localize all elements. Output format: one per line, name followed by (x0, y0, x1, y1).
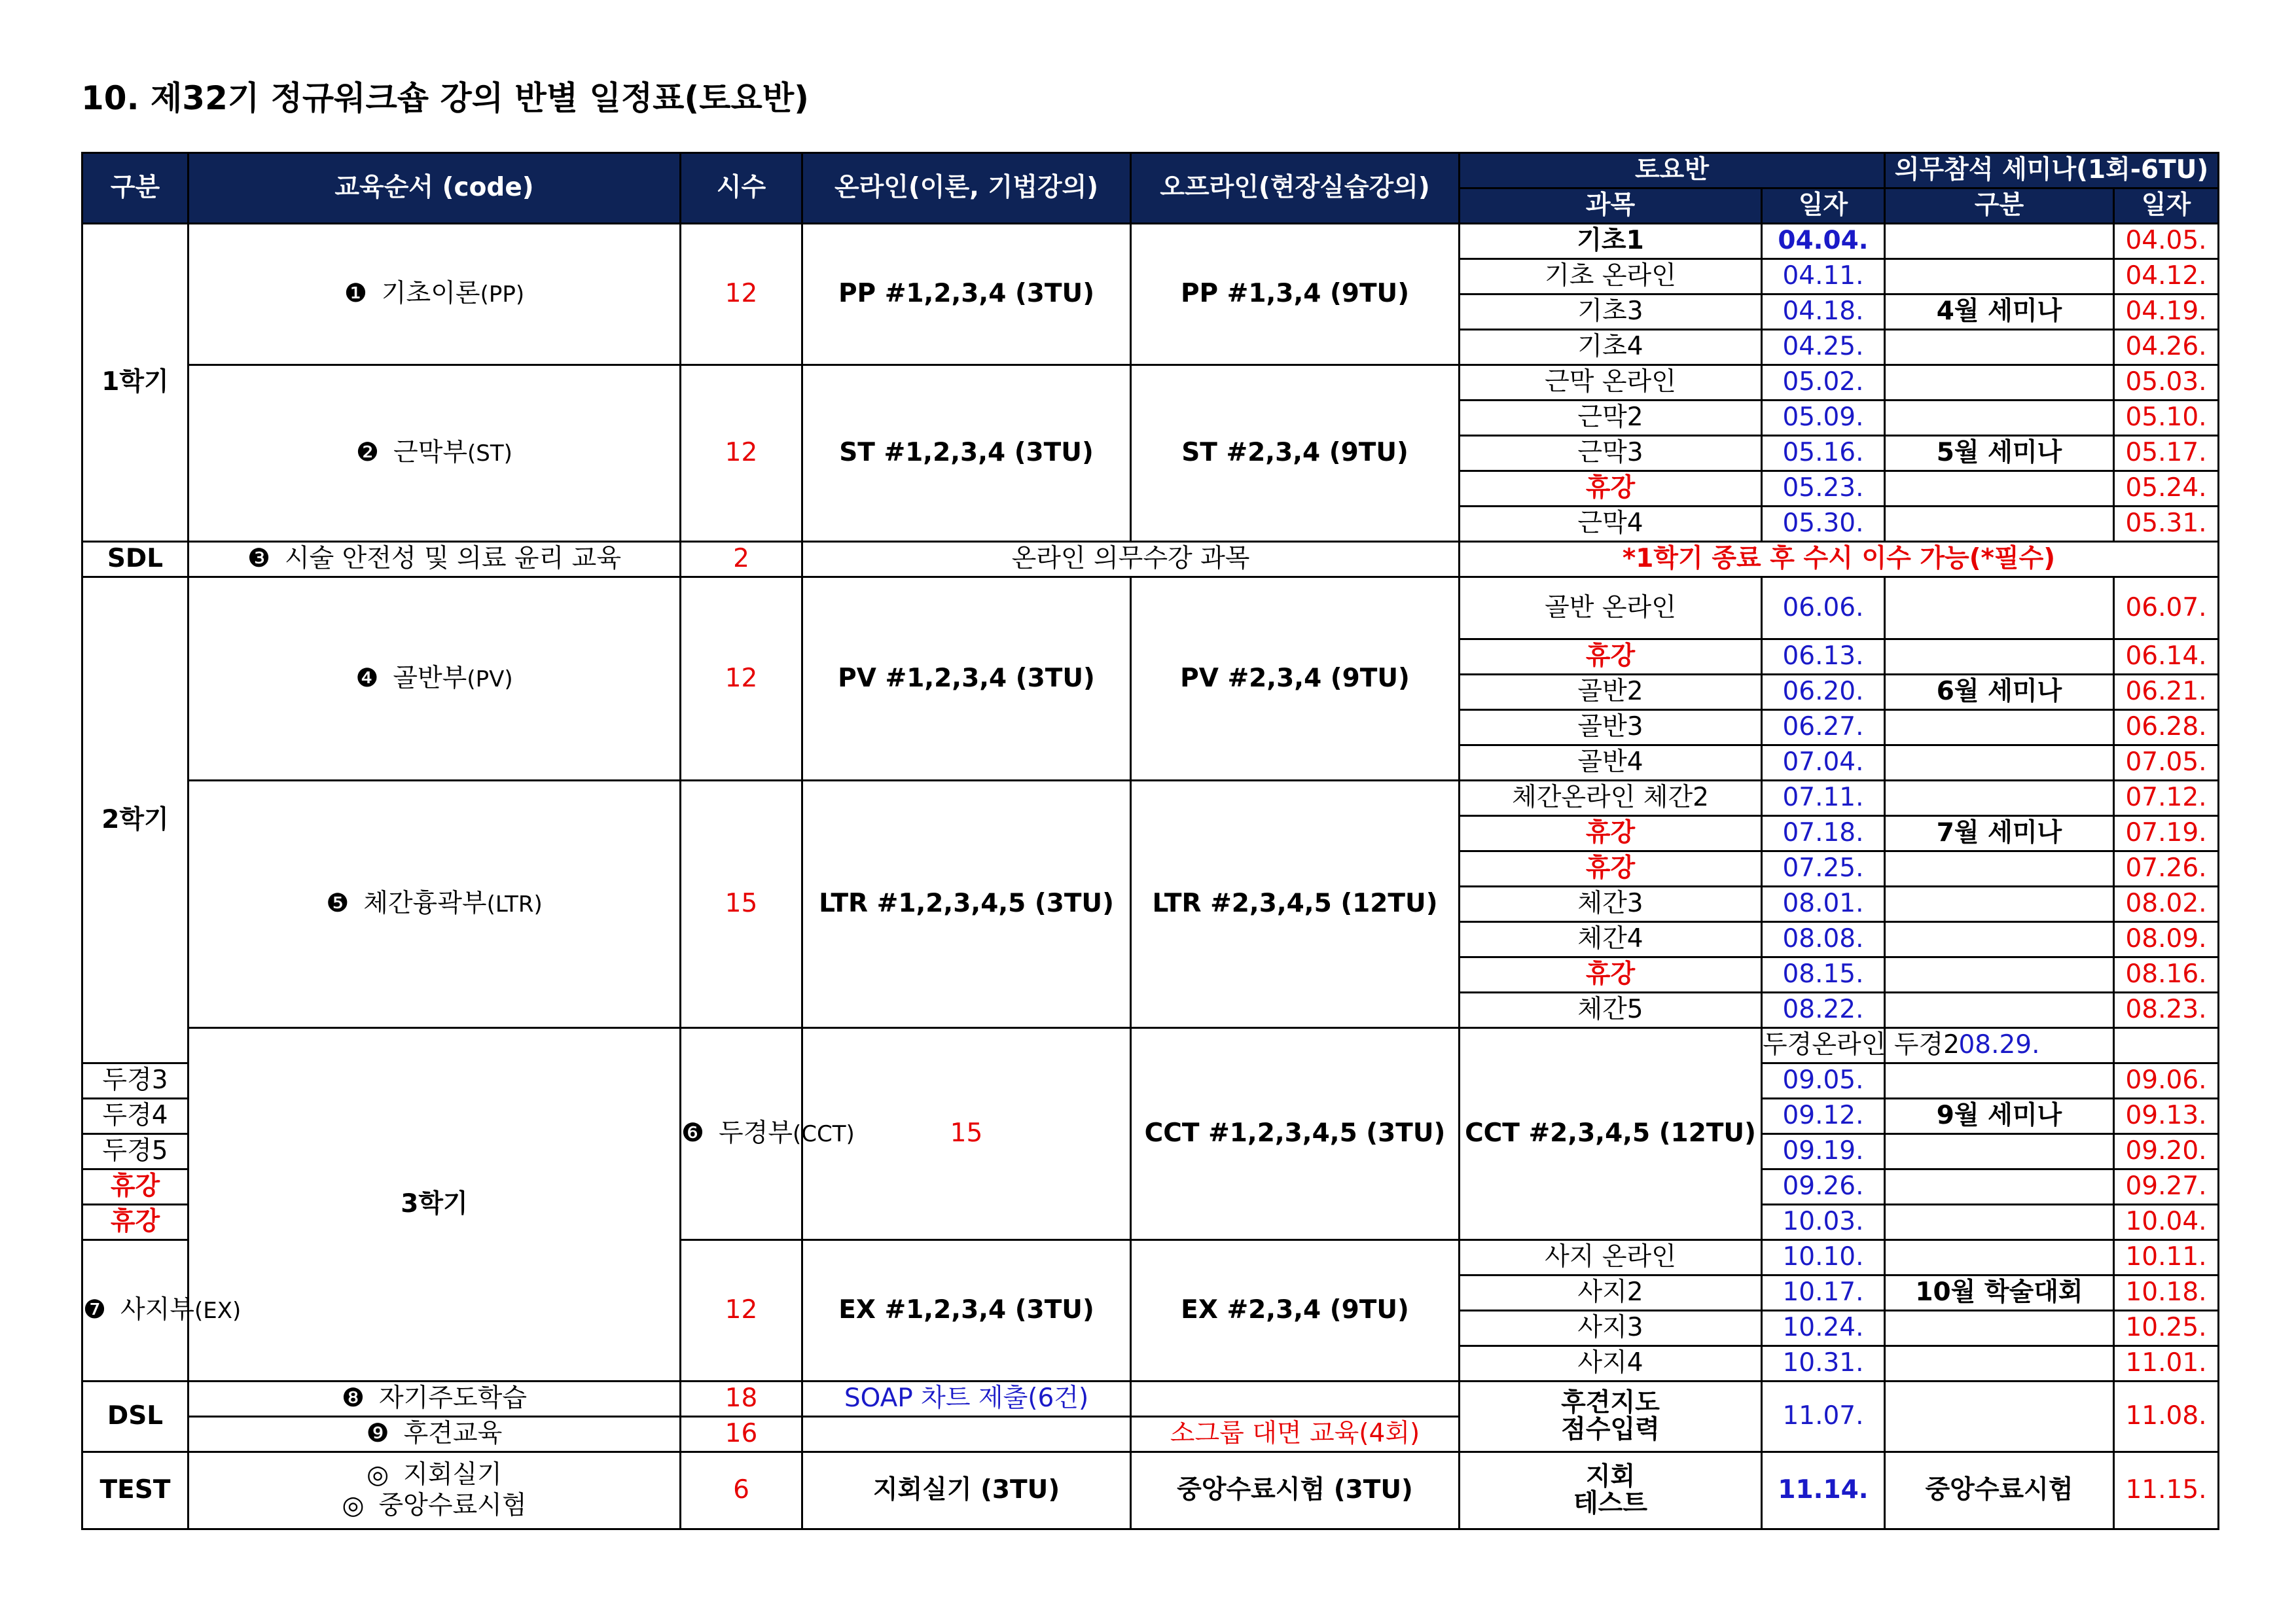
course-hours: 2 (681, 542, 802, 577)
session-date: 04.18. (1762, 294, 1885, 330)
session-subject: 골반2 (1460, 675, 1762, 710)
seminar-label (1885, 639, 2114, 675)
seminar-date: 07.05. (2114, 745, 2219, 781)
seminar-label: 7월 세미나 (1885, 816, 2114, 851)
seminar-label (1885, 887, 2114, 922)
header-hours: 시수 (681, 153, 802, 224)
seminar-date: 11.08. (2114, 1382, 2219, 1452)
course-offline: LTR #2,3,4,5 (12TU) (1131, 781, 1460, 1028)
seminar-label (1885, 851, 2114, 887)
course-cell: ❷ 근막부(ST) (188, 365, 681, 542)
session-subject: 기초4 (1460, 330, 1762, 365)
course-cell: ❸ 시술 안전성 및 의료 윤리 교육 (188, 542, 681, 577)
session-subject: 휴강 (1460, 471, 1762, 507)
seminar-label (1885, 1205, 2114, 1240)
course-online: PP #1,2,3,4 (3TU) (802, 224, 1131, 365)
session-subject: 휴강 (1460, 957, 1762, 993)
session-subject: 후견지도 점수입력 (1460, 1382, 1762, 1452)
course-offline: PV #2,3,4 (9TU) (1131, 577, 1460, 781)
course-offline (1131, 1382, 1460, 1417)
seminar-date: 11.01. (2114, 1346, 2219, 1382)
session-subject: 사지3 (1460, 1311, 1762, 1346)
session-subject: 근막4 (1460, 507, 1762, 542)
session-date: 06.20. (1762, 675, 1885, 710)
seminar-label (1885, 507, 2114, 542)
session-subject: 체간4 (1460, 922, 1762, 957)
header-gubun: 구분 (82, 153, 188, 224)
session-date: 05.30. (1762, 507, 1885, 542)
page-title: 10. 제32기 정규워크숍 강의 반별 일정표(토요반) (81, 79, 809, 117)
session-date: 07.11. (1762, 781, 1885, 816)
session-subject: 휴강 (1460, 816, 1762, 851)
seminar-label: 9월 세미나 (1885, 1099, 2114, 1134)
session-date: 08.01. (1762, 887, 1885, 922)
session-date: 05.16. (1762, 436, 1885, 471)
course-online (802, 1417, 1131, 1452)
seminar-label (1885, 401, 2114, 436)
semester-label: TEST (82, 1452, 188, 1529)
session-subject: 두경3 (82, 1063, 188, 1099)
seminar-date: 06.21. (2114, 675, 2219, 710)
course-online: LTR #1,2,3,4,5 (3TU) (802, 781, 1131, 1028)
session-subject: 기초3 (1460, 294, 1762, 330)
session-date: 09.26. (1762, 1169, 1885, 1205)
seminar-label (1885, 957, 2114, 993)
course-online: PV #1,2,3,4 (3TU) (802, 577, 1131, 781)
course-cell: ❽ 자기주도학습 (188, 1382, 681, 1417)
seminar-label (1885, 330, 2114, 365)
session-subject: 기초 온라인 (1460, 259, 1762, 294)
seminar-label (1885, 259, 2114, 294)
seminar-date: 10.04. (2114, 1205, 2219, 1240)
course-online: ST #1,2,3,4 (3TU) (802, 365, 1131, 542)
seminar-label (1885, 993, 2114, 1028)
course-online: EX #1,2,3,4 (3TU) (802, 1240, 1131, 1382)
seminar-label (1885, 471, 2114, 507)
course-offline: 소그룹 대면 교육(4회) (1131, 1417, 1460, 1452)
course-online: CCT #1,2,3,4,5 (3TU) (1131, 1028, 1460, 1240)
session-date: 05.09. (1762, 401, 1885, 436)
course-hours: 18 (681, 1382, 802, 1417)
course-offline: 중앙수료시험 (3TU) (1131, 1452, 1460, 1529)
course-hours: 15 (681, 781, 802, 1028)
seminar-label: 6월 세미나 (1885, 675, 2114, 710)
session-subject: 체간온라인 체간2 (1460, 781, 1762, 816)
session-subject: 휴강 (1460, 639, 1762, 675)
seminar-date: 06.28. (2114, 710, 2219, 745)
seminar-date: 08.23. (2114, 993, 2219, 1028)
test-item: ◎ 중앙수료시험 (342, 1490, 527, 1520)
seminar-label (1885, 1346, 2114, 1382)
session-subject: 기초1 (1460, 224, 1762, 259)
course-cell (188, 1452, 681, 1529)
header-offline: 오프라인(현장실습강의) (1131, 153, 1460, 224)
seminar-date: 08.09. (2114, 922, 2219, 957)
session-subject: 두경5 (82, 1134, 188, 1169)
seminar-label (1885, 710, 2114, 745)
session-subject: 사지4 (1460, 1346, 1762, 1382)
seminar-label (1885, 577, 2114, 639)
session-date: 08.08. (1762, 922, 1885, 957)
seminar-label: 5월 세미나 (1885, 436, 2114, 471)
seminar-date: 09.27. (2114, 1169, 2219, 1205)
session-date: 07.25. (1762, 851, 1885, 887)
session-date: 10.10. (1762, 1240, 1885, 1275)
session-date: 05.02. (1762, 365, 1885, 401)
seminar-label (1885, 224, 2114, 259)
seminar-date: 05.17. (2114, 436, 2219, 471)
course-offline: CCT #2,3,4,5 (12TU) (1460, 1028, 1762, 1240)
session-subject: 체간3 (1460, 887, 1762, 922)
session-date: 11.07. (1762, 1382, 1885, 1452)
seminar-label (2114, 1028, 2219, 1063)
seminar-date: 10.11. (2114, 1240, 2219, 1275)
semester-label: SDL (82, 542, 188, 577)
session-date: 10.24. (1762, 1311, 1885, 1346)
session-date: 07.04. (1762, 745, 1885, 781)
seminar-date: 06.14. (2114, 639, 2219, 675)
seminar-date: 05.24. (2114, 471, 2219, 507)
session-subject: 근막2 (1460, 401, 1762, 436)
semester-label: 2학기 (82, 577, 188, 1063)
seminar-date: 07.12. (2114, 781, 2219, 816)
course-offline: EX #2,3,4 (9TU) (1131, 1240, 1460, 1382)
course-cell: ❶ 기초이론(PP) (188, 224, 681, 365)
session-subject: 사지 온라인 (1460, 1240, 1762, 1275)
session-date: 10.31. (1762, 1346, 1885, 1382)
seminar-date: 10.25. (2114, 1311, 2219, 1346)
course-hours: 12 (681, 365, 802, 542)
seminar-date: 05.31. (2114, 507, 2219, 542)
course-offline: PP #1,3,4 (9TU) (1131, 224, 1460, 365)
session-subject: 두경4 (82, 1099, 188, 1134)
seminar-label (1885, 365, 2114, 401)
course-online: SOAP 차트 제출(6건) (802, 1382, 1131, 1417)
header-date: 일자 (1762, 188, 1885, 224)
header-seminar: 의무참석 세미나(1회-6TU) (1885, 153, 2219, 188)
seminar-date: 08.02. (2114, 887, 2219, 922)
session-subject: 휴강 (82, 1205, 188, 1240)
session-date: 05.23. (1762, 471, 1885, 507)
seminar-date: 09.20. (2114, 1134, 2219, 1169)
session-subject: 근막 온라인 (1460, 365, 1762, 401)
session-date: 06.13. (1762, 639, 1885, 675)
seminar-date: 08.16. (2114, 957, 2219, 993)
seminar-date: 09.06. (2114, 1063, 2219, 1099)
course-cell: ❻ 두경부(CCT) (681, 1028, 802, 1240)
semester-label: DSL (82, 1382, 188, 1452)
header-online: 온라인(이론, 기법강의) (802, 153, 1131, 224)
seminar-date: 05.10. (2114, 401, 2219, 436)
session-date: 09.05. (1762, 1063, 1885, 1099)
test-item: ◎ 지회실기 (367, 1459, 502, 1489)
session-date: 10.17. (1762, 1275, 1885, 1311)
seminar-date: 04.26. (2114, 330, 2219, 365)
seminar-label (1885, 745, 2114, 781)
seminar-label (1885, 1382, 2114, 1452)
header-sem-gubun: 구분 (1885, 188, 2114, 224)
session-subject: 체간5 (1460, 993, 1762, 1028)
session-date: 08.15. (1762, 957, 1885, 993)
course-cell: ❺ 체간흉곽부(LTR) (188, 781, 681, 1028)
course-hours: 12 (681, 1240, 802, 1382)
course-hours: 15 (802, 1028, 1131, 1240)
header-sem-date: 일자 (2114, 188, 2219, 224)
course-cell: ❼ 사지부(EX) (82, 1240, 188, 1382)
course-online: 온라인 의무수강 과목 (802, 542, 1460, 577)
header-order: 교육순서 (code) (188, 153, 681, 224)
course-cell: ❹ 골반부(PV) (188, 577, 681, 781)
seminar-date: 09.13. (2114, 1099, 2219, 1134)
seminar-date: 10.18. (2114, 1275, 2219, 1311)
seminar-label (1885, 1063, 2114, 1099)
seminar-date: 07.26. (2114, 851, 2219, 887)
course-online: 지회실기 (3TU) (802, 1452, 1131, 1529)
seminar-date: 04.19. (2114, 294, 2219, 330)
schedule-table (81, 152, 2219, 1530)
semester-label: 1학기 (82, 224, 188, 542)
seminar-date: 07.19. (2114, 816, 2219, 851)
seminar-label: 10월 학술대회 (1885, 1275, 2114, 1311)
header-saturday: 토요반 (1460, 153, 1885, 188)
session-subject: 두경온라인 두경2 (1762, 1028, 1885, 1063)
course-hours: 12 (681, 224, 802, 365)
session-date: 09.19. (1762, 1134, 1885, 1169)
session-date: 04.04. (1762, 224, 1885, 259)
session-date: 04.25. (1762, 330, 1885, 365)
course-hours: 12 (681, 577, 802, 781)
seminar-label (1885, 1240, 2114, 1275)
session-date: 06.27. (1762, 710, 1885, 745)
session-subject: 골반4 (1460, 745, 1762, 781)
course-hours: 6 (681, 1452, 802, 1529)
session-date: 08.29. (1885, 1028, 2114, 1063)
sdl-note: *1학기 종료 후 수시 이수 가능(*필수) (1460, 542, 2219, 577)
seminar-date: 06.07. (2114, 577, 2219, 639)
seminar-date: 11.15. (2114, 1452, 2219, 1529)
session-subject: 사지2 (1460, 1275, 1762, 1311)
seminar-date: 04.12. (2114, 259, 2219, 294)
seminar-date: 04.05. (2114, 224, 2219, 259)
session-date: 08.22. (1762, 993, 1885, 1028)
course-hours: 16 (681, 1417, 802, 1452)
session-date: 09.12. (1762, 1099, 1885, 1134)
course-cell: ❾ 후견교육 (188, 1417, 681, 1452)
session-subject: 휴강 (82, 1169, 188, 1205)
session-date: 07.18. (1762, 816, 1885, 851)
session-subject: 골반 온라인 (1460, 577, 1762, 639)
seminar-label (1885, 922, 2114, 957)
session-date: 04.11. (1762, 259, 1885, 294)
seminar-label (1885, 781, 2114, 816)
course-offline: ST #2,3,4 (9TU) (1131, 365, 1460, 542)
seminar-label: 4월 세미나 (1885, 294, 2114, 330)
session-date: 11.14. (1762, 1452, 1885, 1529)
seminar-label (1885, 1169, 2114, 1205)
session-date: 06.06. (1762, 577, 1885, 639)
seminar-date: 05.03. (2114, 365, 2219, 401)
session-subject: 골반3 (1460, 710, 1762, 745)
session-subject: 휴강 (1460, 851, 1762, 887)
header-subject: 과목 (1460, 188, 1762, 224)
session-subject: 지회 테스트 (1460, 1452, 1762, 1529)
seminar-label (1885, 1311, 2114, 1346)
seminar-label (1885, 1134, 2114, 1169)
session-subject: 근막3 (1460, 436, 1762, 471)
session-date: 10.03. (1762, 1205, 1885, 1240)
semester-label: 3학기 (188, 1028, 681, 1382)
seminar-label: 중앙수료시험 (1885, 1452, 2114, 1529)
